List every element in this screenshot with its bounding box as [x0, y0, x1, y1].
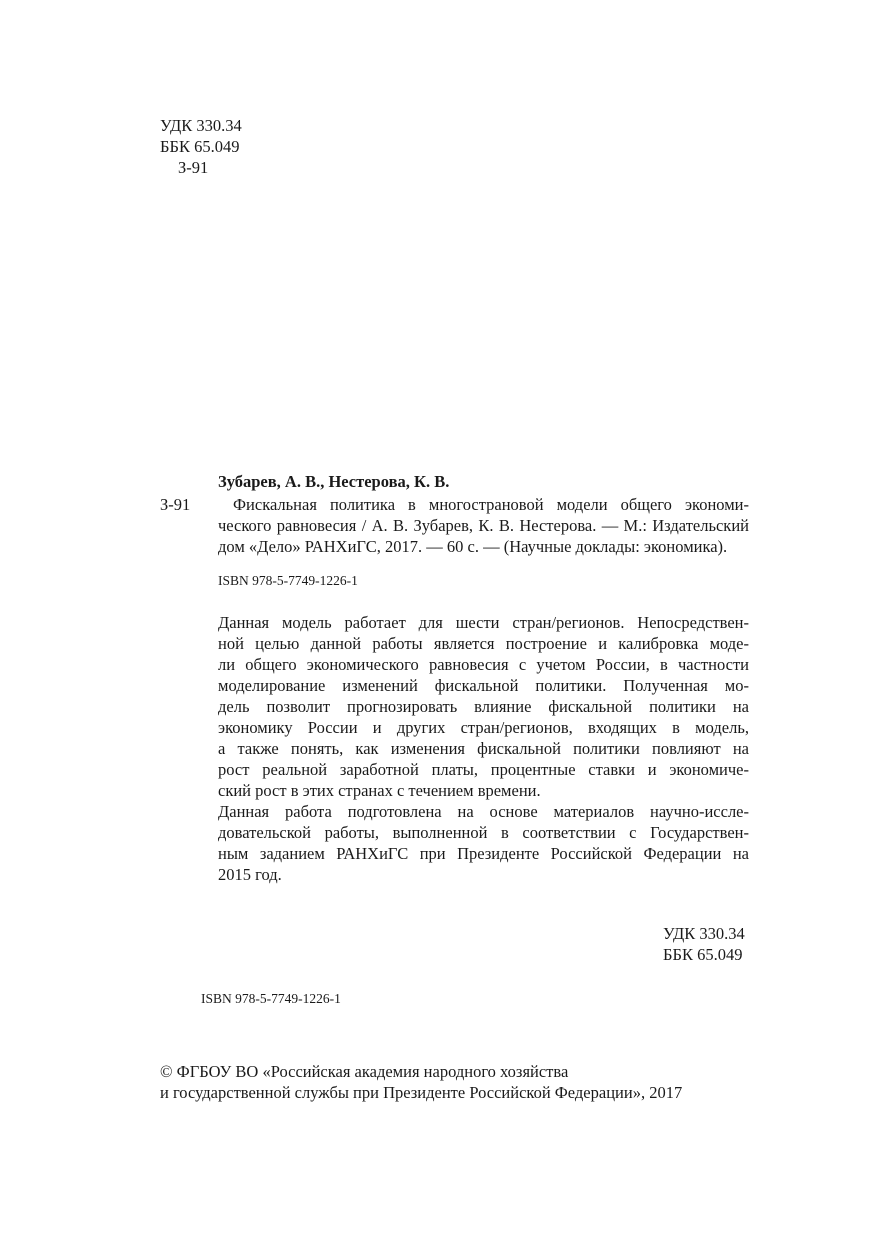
copyright-line-1: © ФГБОУ ВО «Российская академия народного хозяйства	[160, 1062, 569, 1081]
udk-code-bottom: УДК 330.34	[663, 924, 745, 943]
annotation-line: рост реальной заработной платы, процентные ставки и экономиче-	[218, 760, 749, 779]
authors-heading: Зубарев, А. В., Нестерова, К. В.	[218, 472, 450, 491]
author-mark: З-91	[160, 495, 191, 514]
udk-code-top: УДК 330.34	[160, 116, 242, 135]
annotation-line: ным заданием РАНХиГС при Президенте Российской Федерации на	[218, 844, 749, 863]
annotation-line: довательской работы, выполненной в соответствии с Государствен-	[218, 823, 749, 842]
annotation-line: а также понять, как изменения фискальной политики повлияют на	[218, 739, 749, 758]
annotation-line: Данная работа подготовлена на основе материалов научно-иссле-	[218, 802, 749, 821]
annotation-line: ли общего экономического равновесия с учетом России, в частности	[218, 655, 749, 674]
annotation-line: Данная модель работает для шести стран/регионов. Непосредствен-	[218, 613, 749, 632]
annotation-line: моделирование изменений фискальной политики. Полученная мо-	[218, 676, 749, 695]
copyright-line-2: и государственной службы при Президенте Российской Федерации», 2017	[160, 1083, 683, 1102]
annotation-line: ной целью данной работы является построение и калибровка моде-	[218, 634, 749, 653]
annotation-line: 2015 год.	[218, 865, 282, 884]
isbn-bottom: ISBN 978-5-7749-1226-1	[201, 991, 341, 1006]
bbk-code-top: ББК 65.049	[160, 137, 240, 156]
bbk-code-bottom: ББК 65.049	[663, 945, 743, 964]
annotation-line: ский рост в этих странах с течением времени.	[218, 781, 541, 800]
isbn-record: ISBN 978-5-7749-1226-1	[218, 573, 358, 588]
description-line-2: ческого равновесия / А. В. Зубарев, К. В. Нестерова. — М.: Издательский	[218, 516, 749, 535]
description-line-3: дом «Дело» РАНХиГС, 2017. — 60 с. — (Научные доклады: экономика).	[218, 537, 728, 556]
annotation-line: дель позволит прогнозировать влияние фискальной политики на	[218, 697, 749, 716]
author-mark-top: З-91	[178, 158, 209, 177]
annotation-line: экономику России и других стран/регионов, входящих в модель,	[218, 718, 749, 737]
description-line-1: Фискальная политика в многострановой модели общего экономи-	[233, 495, 749, 514]
